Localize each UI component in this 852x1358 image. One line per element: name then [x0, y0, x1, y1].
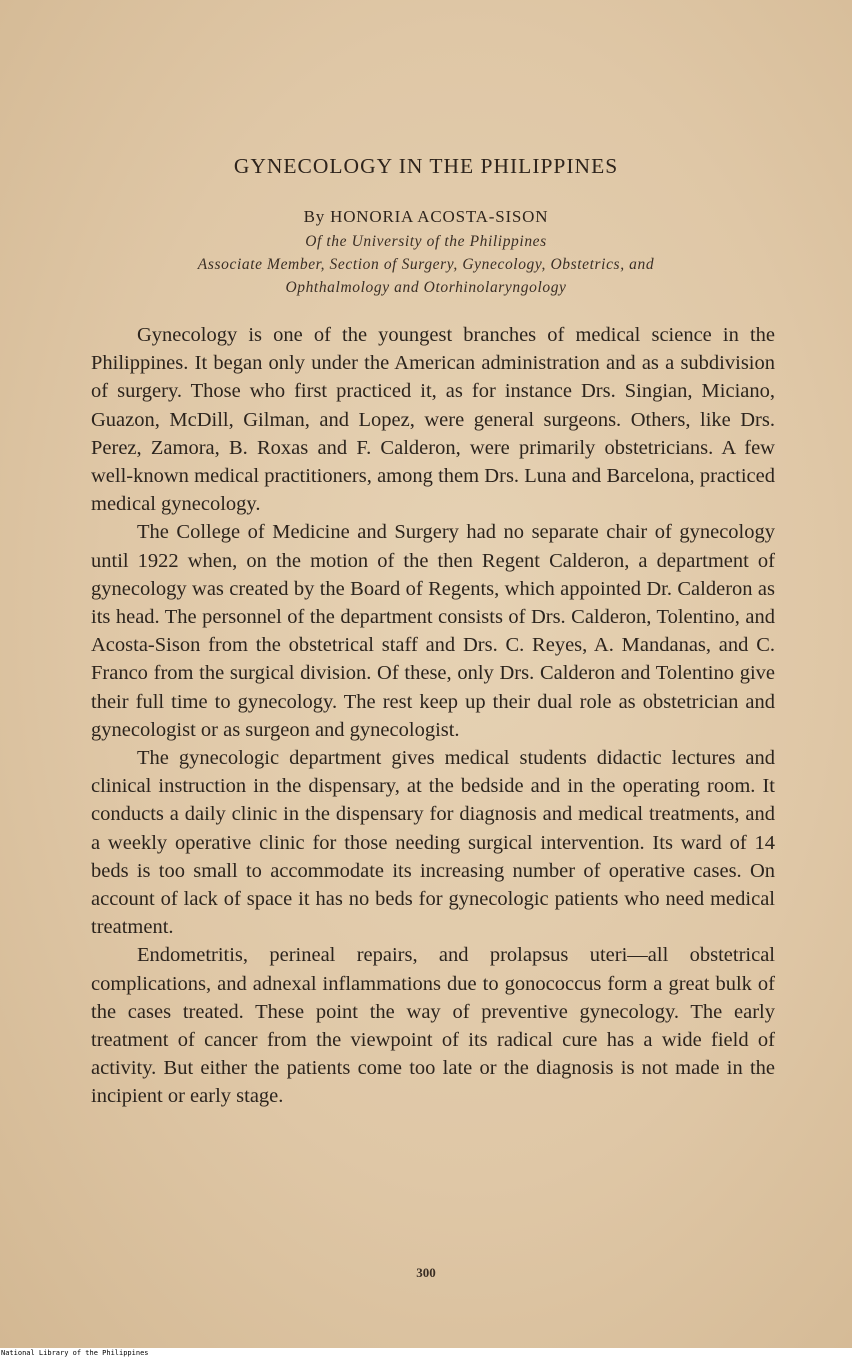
paragraph: The College of Medicine and Surgery had no separate chair of gynecology until 1922 when, on the motion of the then Regent Calderon, a department of gynecology was created by the Board of Regents, which appointed Dr. Calderon as its head. The personnel of the department consists of Drs. Calderon, Tolentino, and Acosta-Sison from the obstetrical staff and Drs. C. Reyes, A. Mandanas, and C. Franco from the surgical division. Of these, only Drs. Calderon and Tolentino give their full time to gynecology. The rest keep up their dual role as obstetrician and gynecologist or as surgeon and gynecologist.: [91, 521, 775, 741]
page-number: 300: [416, 1265, 436, 1280]
article-body: [91, 321, 775, 1111]
author-byline: By HONORIA ACOSTA-SISON: [303, 207, 549, 226]
author-affiliation-section: Associate Member, Section of Surgery, Gynecology, Obstetrics, and: [197, 256, 655, 273]
author-affiliation-section-continued: Ophthalmology and Otorhinolaryngology: [285, 279, 567, 296]
article-title: GYNECOLOGY IN THE PHILIPPINES: [233, 154, 619, 178]
author-affiliation-university: Of the University of the Philippines: [305, 233, 547, 250]
paragraph: Endometritis, perineal repairs, and prolapsus uteri—all obstetrical complications, and adnexal inflammations due to gonococcus form a great bulk of the cases treated. These point the way of preventive gynecology. The early treatment of cancer from the viewpoint of its radical cure has a wide field of activity. But either the patients come too late or the diagnosis is not made in the incipient or early stage.: [91, 944, 775, 1108]
footer-credit: National Library of the Philippines: [1, 1349, 149, 1357]
paragraph: The gynecologic department gives medical students didactic lectures and clinical instruction in the dispensary, at the bedside and in the operating room. It conducts a daily clinic in the dispensary for diagnosis and medical treatments, and a weekly operative clinic for those needing surgical intervention. Its ward of 14 beds is too small to accommodate its increasing number of operative cases. On account of lack of space it has no beds for gynecologic patients who need medical treatment.: [91, 747, 775, 939]
paragraph: Gynecology is one of the youngest branches of medical science in the Philippines. It began only under the American administration and as a subdivision of surgery. Those who first practiced it, as for instance Drs. Singian, Miciano, Guazon, McDill, Gilman, and Lopez, were general surgeons. Others, like Drs. Perez, Zamora, B. Roxas and F. Calderon, were primarily obstetricians. A few well-known medical practitioners, among them Drs. Luna and Barcelona, practiced medical gynecology.: [91, 324, 775, 516]
